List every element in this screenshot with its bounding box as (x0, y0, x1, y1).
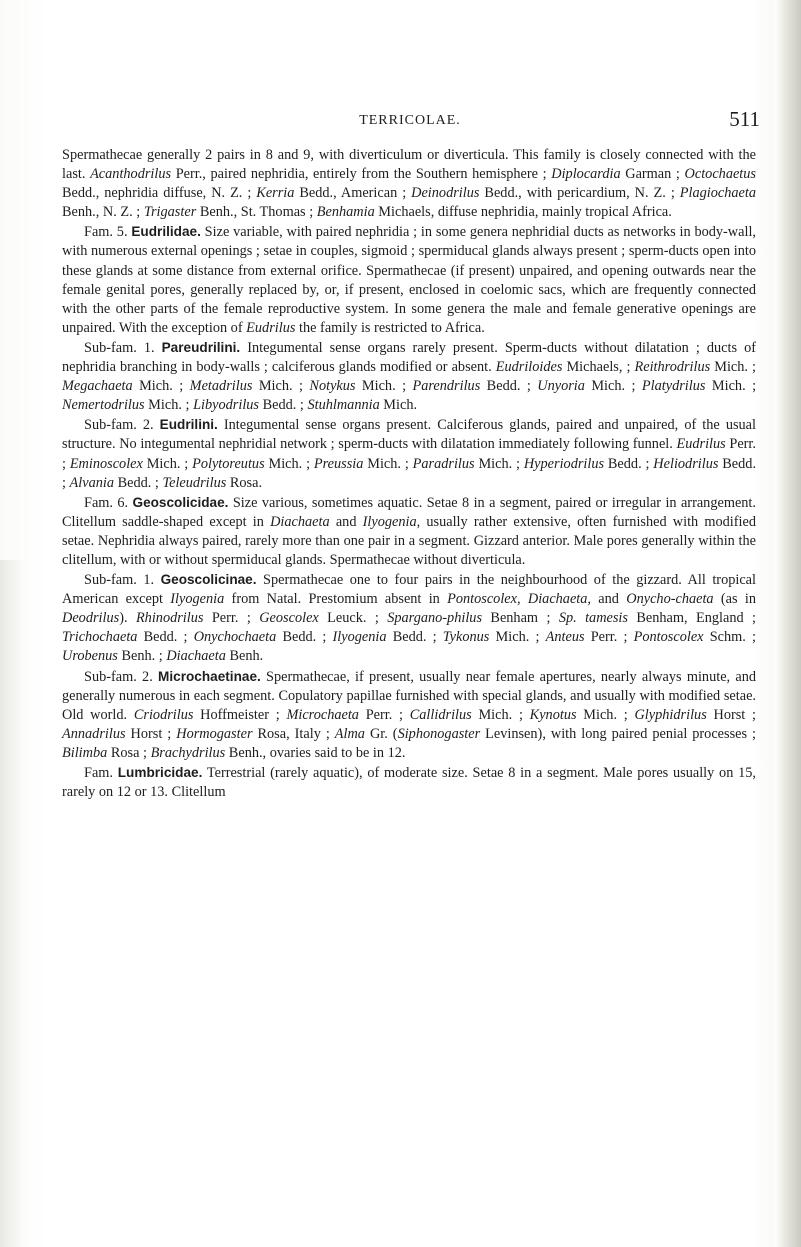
text-run: Perr., paired nephridia, entirely from the Southern hemisphere ; (171, 166, 552, 183)
paragraph (62, 415, 756, 492)
taxon-name: Deodrilus (62, 610, 120, 627)
running-title: TERRICOLAE. (359, 113, 461, 128)
text-run: Bedd., with pericardium, N. Z. ; (479, 185, 680, 202)
text-run: Fam. (84, 765, 118, 781)
taxon-name: Microchaeta (286, 706, 359, 723)
text-run: Bedd., American ; (294, 185, 412, 202)
taxon-name: Polytoreutus (192, 455, 265, 472)
text-run: Mich. ; (474, 455, 524, 472)
paragraph (62, 146, 756, 222)
text-run: Mich. ; (576, 706, 635, 723)
taxon-name: Unyoria (537, 378, 585, 395)
paragraph (62, 763, 756, 802)
taxon-name: Callidrilus (409, 706, 472, 723)
text-run: Perr. ; (203, 610, 260, 627)
taxon-name: Megachaeta (62, 378, 133, 395)
text-run: Schm. ; (703, 629, 756, 646)
text-run: Mich. ; (144, 397, 194, 414)
taxon-name: Bilimba (62, 744, 108, 761)
taxon-name: Onycho-chaeta (626, 591, 714, 608)
taxon-name: Hyperiodrilus (523, 455, 605, 472)
taxon-name: Octochaetus (684, 166, 756, 183)
text-run: Benham, England ; (627, 610, 756, 627)
body-text (62, 146, 756, 802)
text-run: Garman ; (620, 166, 685, 183)
taxon-name: Urobenus (62, 648, 118, 665)
taxon-name: Plagiochaeta (679, 185, 756, 202)
text-run: Rosa ; (107, 744, 151, 761)
text-run: Mich. ; (584, 378, 642, 395)
text-run: Mich. ; (710, 359, 756, 376)
text-run: Mich. ; (471, 706, 530, 723)
text-run: Integumental sense organs present. Calciferous glands, paired and unpaired, of the usual structure. No integumental nephridial network ; sperm-ducts with dilatation immediately following funnel. (62, 417, 756, 453)
taxon-name: Eminoscolex (69, 455, 143, 472)
paragraph (62, 667, 756, 763)
taxon-name: Kynotus (529, 706, 577, 723)
text-run: Benh., N. Z. ; (62, 204, 144, 221)
page-number: 511 (729, 107, 760, 131)
taxon-name: Glyphidrilus (634, 706, 707, 723)
text-run: Benham ; (482, 610, 559, 627)
text-run: Hoffmeister ; (193, 706, 287, 723)
text-run: Bedd. ; (604, 455, 654, 472)
text-run: Michaels, diffuse nephridia, mainly tropical Africa. (374, 204, 672, 221)
text-run: ). (119, 610, 136, 627)
taxon-name: Annadrilus (62, 725, 126, 742)
text-run: Rosa. (226, 474, 263, 491)
text-run: Levinsen), with long paired penial processes ; (480, 725, 757, 742)
text-run: Mich. ; (132, 378, 190, 395)
taxon-name: Geoscolex (259, 610, 319, 627)
taxon-name: Hormogaster (176, 725, 253, 742)
taxon-name: Teleudrilus (162, 474, 227, 491)
taxon-heading: Lumbricidae. (117, 765, 203, 780)
page-spine-shadow (775, 0, 801, 1247)
taxon-name: Platydrilus (641, 378, 706, 395)
text-run: Sub-fam. 1. (84, 339, 162, 356)
page-shadow-left (0, 560, 24, 1247)
text-run: and (591, 591, 627, 608)
taxon-name: Diachaeta (166, 648, 226, 665)
text-run: Sub-fam. 2. (84, 668, 159, 685)
taxon-name: Parendrilus (412, 378, 481, 395)
text-run: Spermathecae, if present, usually near female apertures, nearly always minute, and generally numerous in each segment. Copulatory papillae furnished with special glands, and usually with modified setae. Old world. (62, 668, 757, 723)
taxon-name: Criodrilus (133, 706, 194, 723)
paragraph (62, 493, 756, 570)
taxon-name: Ilyogenia (362, 513, 417, 530)
text-run: Fam. 6. (84, 494, 133, 511)
text-run: Bedd. ; (62, 455, 757, 491)
text-run: Rosa, Italy ; (252, 725, 335, 742)
page-header (60, 107, 760, 133)
text-run: Benh. (225, 648, 264, 665)
taxon-name: Ilyogenia (170, 591, 225, 608)
text-run: Michaels, ; (562, 359, 635, 376)
paragraph (62, 338, 756, 415)
taxon-name: Deinodrilus (411, 185, 480, 202)
taxon-name: Sp. tamesis (558, 610, 628, 627)
taxon-name: Tykonus (442, 629, 490, 646)
text-run: Spermathecae generally 2 pairs in 8 and 9, with diverticulum or diverticula. This family is closely connected with the last. (62, 147, 756, 183)
taxon-name: Diplocardia (551, 166, 621, 183)
text-run: Sub-fam. 1. (84, 572, 161, 589)
text-run: , usually rather extensive, often furnished with modified setae. Nephridia always paired, rarely more than one pair in a segment. Gizzard anterior. Male pores generally within the clitellum, with or without spermiducal glands. Spermathecae without diverticula. (62, 513, 756, 568)
text-run: Mich. ; (252, 378, 310, 395)
taxon-name: Diachaeta (270, 513, 330, 530)
text-run: Leuck. ; (318, 610, 388, 627)
text-run: Size variable, with paired nephridia ; in some genera nephridial ducts as networks in body-wall, with numerous external openings ; setae in couples, sigmoid ; spermiducal glands always present ; sperm-ducts open into these glands at some distance from external orifice. Spermathecae (if present) unpaired, and opening outwards near the female genital pores, generally replaced by, or, if present, enclosed in coelomic sacs, which are frequently connected with the other parts of the female reproductive system. In some genera the male and female generative openings are unpaired. With the exception of (62, 224, 756, 336)
text-run: Bedd. ; (480, 378, 538, 395)
taxon-name: Onychochaeta (193, 629, 277, 646)
taxon-heading: Microchaetinae. (158, 668, 261, 684)
text-run: Mich. ; (489, 629, 546, 646)
text-run: Horst ; (706, 706, 756, 723)
taxon-name: Alvania (69, 474, 115, 491)
taxon-heading: Eudrilidae. (131, 224, 201, 240)
taxon-name: Acanthodrilus (90, 166, 172, 183)
taxon-heading: Geoscolicinae. (160, 572, 257, 588)
taxon-name: Libyodrilus (193, 397, 259, 414)
text-run: Spermathecae one to four pairs in the neighbourhood of the gizzard. All tropical American except (62, 572, 757, 608)
taxon-name: Spargano-philus (387, 610, 483, 627)
text-run: the family is restricted to Africa. (295, 319, 485, 336)
taxon-name: Eudrilus (246, 319, 296, 336)
text-run: Bedd. ; (114, 474, 163, 491)
text-run: (as in (713, 591, 756, 608)
text-run: Benh., ovaries said to be in 12. (225, 744, 406, 761)
paragraph (62, 570, 756, 666)
taxon-heading: Pareudrilini. (161, 339, 241, 355)
taxon-name: Eudrilus (676, 436, 726, 453)
taxon-name: Trichochaeta (62, 629, 138, 646)
text-run: Horst ; (125, 725, 177, 742)
text-run: Perr. ; (584, 629, 634, 646)
text-run: Integumental sense organs rarely present. Sperm-ducts without dilatation ; ducts of nephridia branching in body-walls ; calciferous glands modified or absent. (62, 339, 756, 376)
taxon-name: Anteus (545, 629, 585, 646)
taxon-name: Benhamia (316, 204, 375, 221)
taxon-name: Pontoscolex (633, 629, 704, 646)
paragraph (62, 222, 756, 338)
taxon-name: Trigaster (143, 204, 197, 221)
text-run: Benh., St. Thomas ; (196, 204, 317, 221)
text-run: and (329, 513, 363, 530)
taxon-name: Metadrilus (189, 378, 253, 395)
taxon-name: Preussia (313, 455, 364, 472)
text-run: Fam. 5. (84, 224, 132, 241)
taxon-name: Alma (334, 725, 365, 742)
text-run: Sub-fam. 2. (84, 417, 160, 434)
text-run: Mich. (379, 397, 418, 414)
text-run: Size various, sometimes aquatic. Setae 8 in a segment, paired or irregular in arrangement. Clitellum saddle-shaped except in (62, 494, 756, 530)
text-run: Mich. ; (705, 378, 757, 395)
taxon-name: Eudriloides (495, 359, 563, 376)
text-run: Mich. ; (363, 455, 413, 472)
text-run: Bedd., nephridia diffuse, N. Z. ; (62, 185, 257, 202)
taxon-name: Siphonogaster (397, 725, 481, 742)
taxon-name: Rhinodrilus (135, 610, 204, 627)
text-run: from Natal. Prestomium absent in (224, 591, 448, 608)
text-run: Mich. ; (264, 455, 314, 472)
taxon-name: Ilyogenia (332, 629, 387, 646)
taxon-name: Heliodrilus (653, 455, 719, 472)
text-run: Terrestrial (rarely aquatic), of moderate size. Setae 8 in a segment. Male pores usually on 15, rarely on 12 or 13. Clitellum (62, 765, 756, 801)
taxon-name: Pontoscolex, Diachaeta, (447, 591, 591, 608)
text-run: Bedd. ; (276, 629, 333, 646)
taxon-name: Brachydrilus (150, 744, 226, 761)
taxon-name: Kerria (256, 185, 295, 202)
text-run: Mich. ; (142, 455, 193, 472)
taxon-heading: Eudrilini. (159, 417, 218, 433)
taxon-name: Reithrodrilus (634, 359, 711, 376)
text-run: Mich. ; (355, 378, 413, 395)
text-run: Gr. ( (364, 725, 398, 742)
text-run: Benh. ; (117, 648, 167, 665)
taxon-name: Nemertodrilus (62, 397, 145, 414)
text-run: Perr. ; (358, 706, 410, 723)
text-run: Perr. ; (62, 436, 756, 472)
taxon-heading: Geoscolicidae. (132, 494, 229, 510)
text-run: Bedd. ; (137, 629, 194, 646)
taxon-name: Paradrilus (412, 455, 475, 472)
text-run: Bedd. ; (386, 629, 443, 646)
taxon-name: Stuhlmannia (307, 397, 380, 414)
taxon-name: Notykus (309, 378, 356, 395)
text-run: Bedd. ; (259, 397, 308, 414)
